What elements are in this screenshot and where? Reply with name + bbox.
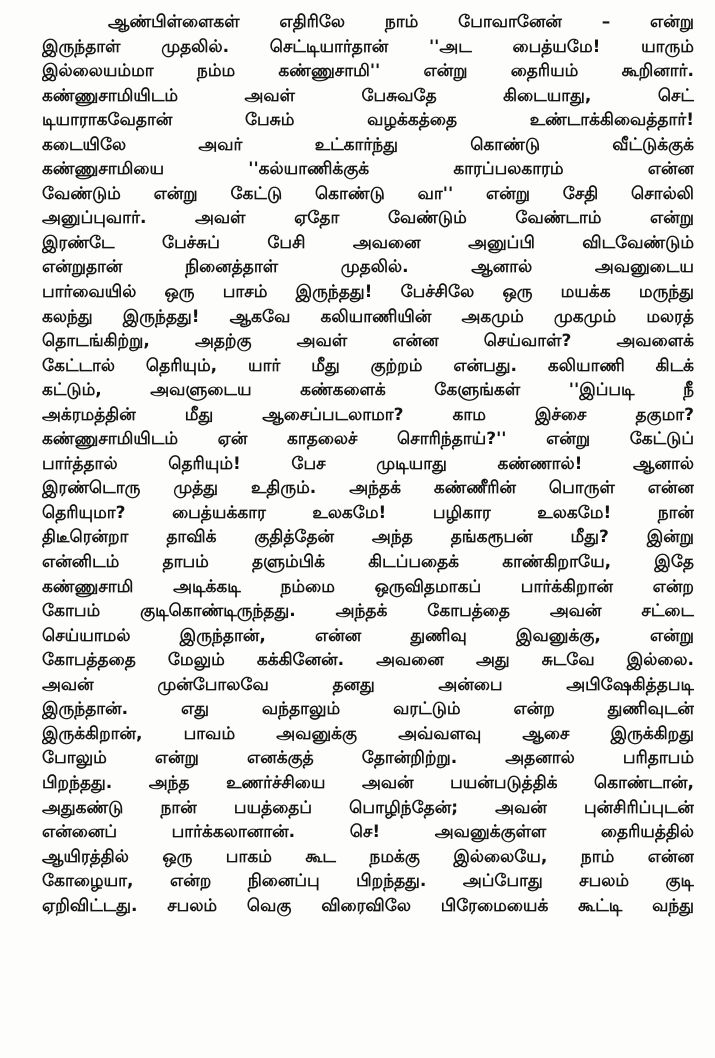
- text-line-20: இரண்டொரு முத்து உதிரும். அந்தக் கண்ணீரின் பொருள் என்ன: [42, 478, 694, 499]
- text-line-26: செய்யாமல் இருந்தான், என்ன துணிவு இவனுக்கு, என்று: [42, 625, 694, 646]
- text-line-30: இருக்கிறான், பாவம் அவனுக்கு அவ்வளவு ஆசை இருக்கிறது: [42, 723, 694, 744]
- text-line-9: அனுப்புவார். அவள் ஏதோ வேண்டும் வேண்டாம் என்று: [42, 208, 694, 229]
- text-line-12: பார்வையில் ஒரு பாசம் இருந்தது! பேச்சிலே ஒரு மயக்க மருந்து: [42, 282, 694, 303]
- text-line-36: கோழையா, என்ற நினைப்பு பிறந்தது. அப்போது சபலம் குடி: [42, 871, 694, 892]
- text-line-24: கண்ணுசாமி அடிக்கடி நம்மை ஒருவிதமாகப் பார்க்கிறான் என்ற: [42, 576, 694, 597]
- text-line-6: கடையிலே அவர் உட்கார்ந்து கொண்டு வீட்டுக்குக்: [42, 134, 694, 155]
- text-line-21: தெரியுமா? பைத்யக்கார உலகமே! பழிகார உலகமே! நான்: [42, 502, 694, 523]
- text-line-34: என்னைப் பார்க்கலானான். செ! அவனுக்குள்ள தைரியத்தில்: [42, 822, 694, 843]
- text-line-16: கட்டும், அவளுடைய கண்களைக் கேளுங்கள் ''இப்படி நீ: [42, 380, 694, 401]
- text-line-10: இரண்டே பேச்சுப் பேசி அவனை அனுப்பி விடவேண்டும்: [42, 232, 694, 253]
- body-text: [42, 10, 694, 918]
- text-line-31: போலும் என்று எனக்குத் தோன்றிற்று. அதனால் பரிதாபம்: [42, 748, 694, 769]
- text-line-2: இருந்தாள் முதலில். செட்டியார்தான் ''அட பைத்யமே! யாரும்: [42, 36, 694, 57]
- text-line-33: அதுகண்டு நான் பயத்தைப் பொழிந்தேன்; அவன் புன்சிரிப்புடன்: [42, 797, 694, 818]
- text-line-14: தொடங்கிற்று, அதற்கு அவள் என்ன செய்வாள்? அவளைக்: [42, 331, 694, 352]
- text-line-25: கோபம் குடிகொண்டிருந்தது. அந்தக் கோபத்தை அவன் சட்டை: [42, 601, 694, 622]
- text-line-17: அக்ரமத்தின் மீது ஆசைப்படலாமா? காம இச்சை தகுமா?: [42, 404, 694, 425]
- text-line-23: என்னிடம் தாபம் தளும்பிக் கிடப்பதைக் காண்கிறாயே, இதே: [42, 552, 694, 573]
- text-line-5: டியாராகவேதான் பேசும் வழக்கத்தை உண்டாக்கிவைத்தார்!: [42, 110, 694, 131]
- text-line-4: கண்ணுசாமியிடம் அவள் பேசுவதே கிடையாது, செட்: [42, 85, 694, 106]
- text-line-1: ஆண்பிள்ளைகள் எதிரிலே நாம் போவானேன் – என்று: [108, 12, 694, 32]
- text-line-28: அவன் முன்போலவே தனது அன்பை அபிஷேகித்தபடி: [42, 674, 694, 695]
- text-line-19: பார்த்தால் தெரியும்! பேச முடியாது கண்ணால்! ஆனால்: [42, 453, 694, 474]
- text-line-27: கோபத்ததை மேலும் கக்கினேன். அவனை அது சுடவே இல்லை.: [42, 650, 694, 671]
- text-line-29: இருந்தான். எது வந்தாலும் வரட்டும் என்ற துணிவுடன்: [42, 699, 694, 720]
- text-line-7: கண்ணுசாமியை ''கல்யாணிக்குக் காரப்பலகாரம் என்ன: [42, 159, 694, 180]
- text-line-11: என்றுதான் நினைத்தாள் முதலில். ஆனால் அவனுடைய: [42, 257, 694, 278]
- text-line-8: வேண்டும் என்று கேட்டு கொண்டு வா'' என்று சேதி சொல்லி: [42, 183, 694, 204]
- text-line-13: கலந்து இருந்தது! ஆகவே கலியாணியின் அகமும் முகமும் மலரத்: [42, 306, 694, 327]
- text-line-35: ஆயிரத்தில் ஒரு பாகம் கூட நமக்கு இல்லையே, நாம் என்ன: [42, 846, 694, 867]
- text-line-18: கண்ணுசாமியிடம் ஏன் காதலைச் சொரிந்தாய்?'' என்று கேட்டுப்: [42, 429, 694, 450]
- text-line-32: பிறந்தது. அந்த உணர்ச்சியை அவன் பயன்படுத்திக் கொண்டான்,: [42, 772, 694, 793]
- text-line-3: இல்லையம்மா நம்ம கண்ணுசாமி'' என்று தைரியம் கூறினார்.: [42, 61, 694, 82]
- text-line-37: ஏறிவிட்டது. சபலம் வெகு விரைவிலே பிரேமையைக் கூட்டி வந்து: [42, 895, 694, 916]
- text-line-15: கேட்டால் தெரியும், யார் மீது குற்றம் என்பது. கலியாணி கிடக்: [42, 355, 694, 376]
- text-line-22: திடீரென்றா தாவிக் குதித்தேன் அந்த தங்கரூபன் மீது? இன்று: [42, 527, 694, 548]
